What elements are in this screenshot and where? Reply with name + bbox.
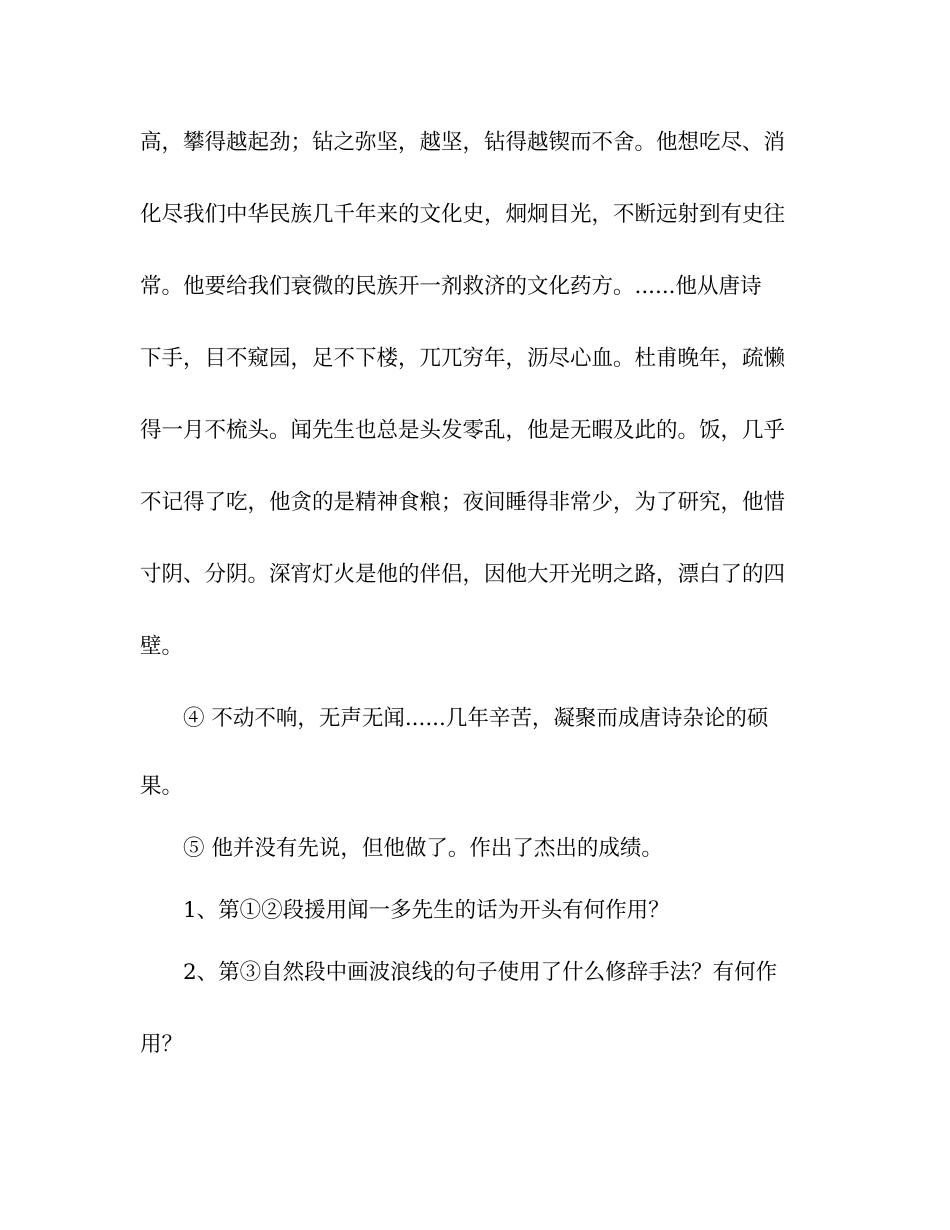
- paragraph-3-line-7: 寸阴、分阴。深宵灯火是他的伴侣，因他大开光明之路，漂白了的四: [140, 562, 786, 587]
- question-1: 1、第①②段援用闻一多先生的话为开头有何作用？: [183, 898, 670, 923]
- paragraph-3-line-6: 不记得了吃，他贪的是精神食粮；夜间睡得非常少，为了研究，他惜: [140, 490, 786, 515]
- paragraph-3-line-2: 化尽我们中华民族几千年来的文化史，炯炯目光，不断远射到有史往: [140, 202, 786, 227]
- paragraph-4-line-1: ④ 不动不响，无声无闻......几年辛苦，凝聚而成唐诗杂论的硕: [183, 706, 769, 731]
- paragraph-3-line-5: 得一月不梳头。闻先生也总是头发零乱，他是无暇及此的。饭，几乎: [140, 418, 786, 443]
- paragraph-3-line-4: 下手，目不窥园，足不下楼，兀兀穷年，沥尽心血。杜甫晚年，疏懒: [140, 346, 786, 371]
- paragraph-5: ⑤ 他并没有先说，但他做了。作出了杰出的成绩。: [183, 836, 663, 861]
- paragraph-3-line-3: 常。他要给我们衰微的民族开一剂救济的文化药方。......他从唐诗: [140, 274, 762, 299]
- paragraph-3-line-1: 高，攀得越起劲；钻之弥坚，越坚，钻得越锲而不舍。他想吃尽、消: [140, 130, 786, 155]
- paragraph-3-line-8: 壁。: [140, 634, 184, 659]
- question-2-line-1: 2、第③自然段中画波浪线的句子使用了什么修辞手法？有何作: [183, 960, 778, 985]
- question-2-line-2: 用？: [140, 1032, 184, 1057]
- paragraph-4-line-2: 果。: [140, 774, 184, 799]
